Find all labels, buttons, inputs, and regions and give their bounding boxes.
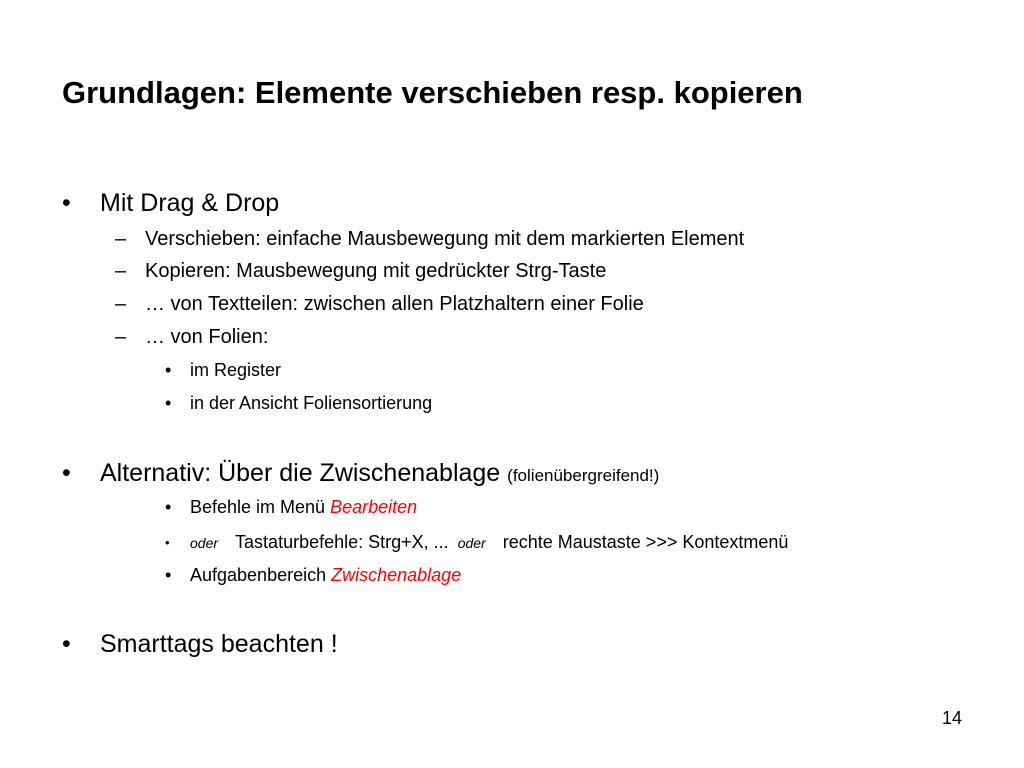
bullet-text: Mit Drag & Drop	[100, 189, 280, 217]
item-text: rechte Maustaste >>> Kontextmenü	[502, 532, 789, 552]
dash-marker: –	[115, 293, 127, 315]
bullet-marker: •	[165, 360, 172, 380]
bullet-text: Alternativ: Über die Zwischenablage	[100, 459, 501, 487]
sub-item-text: Kopieren: Mausbewegung mit gedrückter Strg-Taste	[145, 260, 607, 282]
bullet-marker: •	[165, 565, 172, 585]
bullet-marker: •	[165, 497, 172, 517]
bullet-marker: •	[165, 535, 170, 550]
slide-title: Grundlagen: Elemente verschieben resp. kopieren	[62, 75, 803, 110]
menu-name-highlight: Bearbeiten	[330, 497, 418, 517]
bullet-marker: •	[62, 189, 71, 217]
bullet-marker: •	[62, 459, 71, 487]
dash-marker: –	[115, 326, 127, 348]
sub-item-text: … von Folien:	[145, 326, 269, 348]
task-pane-highlight: Zwischenablage	[331, 565, 462, 585]
page-number: 14	[941, 708, 962, 728]
subsub-item-text	[190, 566, 461, 584]
subsub-item-text: im Register	[190, 360, 282, 380]
dash-marker: –	[115, 228, 127, 250]
bullet-marker: •	[62, 630, 71, 658]
subsub-item-text	[190, 533, 788, 551]
item-text: Aufgabenbereich	[190, 565, 327, 585]
item-text: Tastaturbefehle: Strg+X, ...	[235, 532, 449, 552]
bullet-marker: •	[165, 393, 172, 413]
sub-item-text: Verschieben: einfache Mausbewegung mit dem markierten Element	[145, 228, 745, 250]
subsub-item-text	[190, 498, 417, 516]
oder-label: oder	[457, 535, 486, 551]
sub-item-text: … von Textteilen: zwischen allen Platzhaltern einer Folie	[145, 293, 644, 315]
dash-marker: –	[115, 260, 127, 282]
bullet-text-group	[100, 461, 659, 486]
oder-label: oder	[190, 535, 219, 551]
bullet-text: Smarttags beachten !	[100, 630, 338, 658]
bullet-note: (folienübergreifend!)	[507, 466, 660, 485]
subsub-item-text: in der Ansicht Foliensortierung	[190, 393, 433, 413]
item-text: Befehle im Menü	[190, 497, 326, 517]
